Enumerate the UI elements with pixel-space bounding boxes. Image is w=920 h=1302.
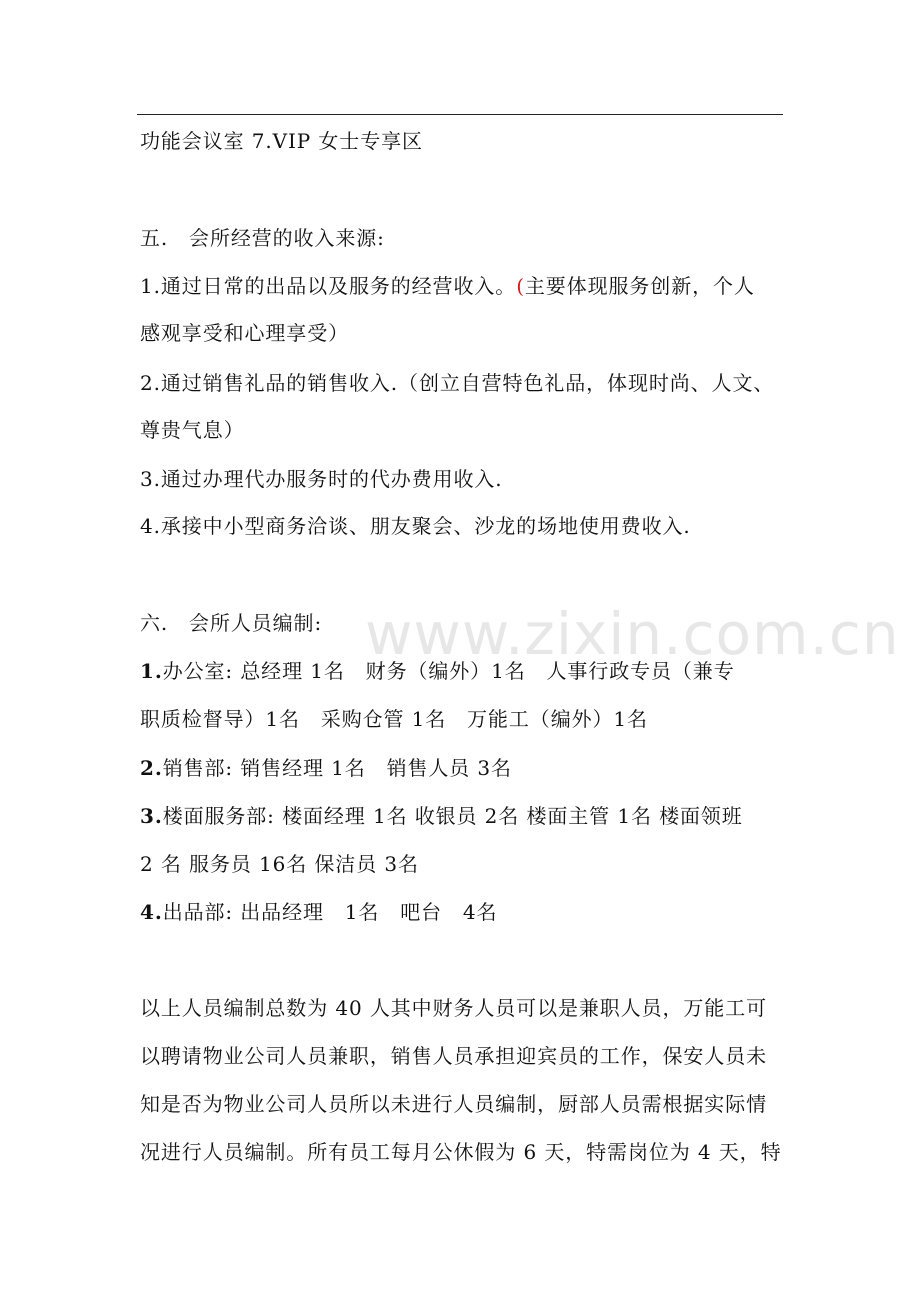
section5-item1-cont: 感观享受和心理享受） xyxy=(140,321,349,345)
header-line: 功能会议室 7.VIP 女士专享区 xyxy=(140,129,423,153)
staff-office-cont: 职质检督导）1名 采购仓管 1名 万能工（编外）1名 xyxy=(140,707,648,731)
office-number: 1. xyxy=(140,659,163,683)
item1-red-paren: ( xyxy=(516,274,525,298)
section5-item2: 2.通过销售礼品的销售收入.（创立自营特色礼品，体现时尚、人文、 xyxy=(140,371,775,395)
summary-line-2: 以聘请物业公司人员兼职，销售人员承担迎宾员的工作，保安人员未 xyxy=(140,1044,767,1068)
section5-item4: 4.承接中小型商务洽谈、朋友聚会、沙龙的场地使用费收入. xyxy=(140,514,691,538)
section5-item1 xyxy=(140,272,755,300)
section5-item3: 3.通过办理代办服务时的代办费用收入. xyxy=(140,467,503,491)
staff-floor xyxy=(140,802,743,830)
staff-sales xyxy=(140,754,512,782)
product-text: 出品部: 出品经理 1名 吧台 4名 xyxy=(162,900,498,924)
office-text: 办公室: 总经理 1名 财务（编外）1名 人事行政专员（兼专 xyxy=(162,659,735,683)
item1-text-a: 1.通过日常的出品以及服务的经营收入。 xyxy=(140,274,517,298)
summary-line-1: 以上人员编制总数为 40 人其中财务人员可以是兼职人员，万能工可 xyxy=(140,996,767,1020)
section5-item2-cont: 尊贵气息） xyxy=(140,418,245,442)
floor-number: 3. xyxy=(140,804,163,828)
summary-line-3: 知是否为物业公司人员所以未进行人员编制，厨部人员需根据实际情 xyxy=(140,1092,767,1116)
sales-text: 销售部: 销售经理 1名 销售人员 3名 xyxy=(162,756,512,780)
staff-floor-cont: 2 名 服务员 16名 保洁员 3名 xyxy=(140,852,419,876)
section5-heading: 五. 会所经营的收入来源: xyxy=(140,226,385,250)
section6-heading: 六. 会所人员编制: xyxy=(140,611,323,635)
staff-product xyxy=(140,898,497,926)
watermark: www.zixin.com.cn xyxy=(365,600,900,668)
floor-text: 楼面服务部: 楼面经理 1名 收银员 2名 楼面主管 1名 楼面领班 xyxy=(162,804,743,828)
header-rule xyxy=(137,114,783,115)
item1-text-b: 主要体现服务创新，个人 xyxy=(524,274,755,298)
sales-number: 2. xyxy=(140,756,163,780)
product-number: 4. xyxy=(140,900,163,924)
summary-line-4: 况进行人员编制。所有员工每月公休假为 6 天，特需岗位为 4 天，特 xyxy=(140,1140,782,1164)
